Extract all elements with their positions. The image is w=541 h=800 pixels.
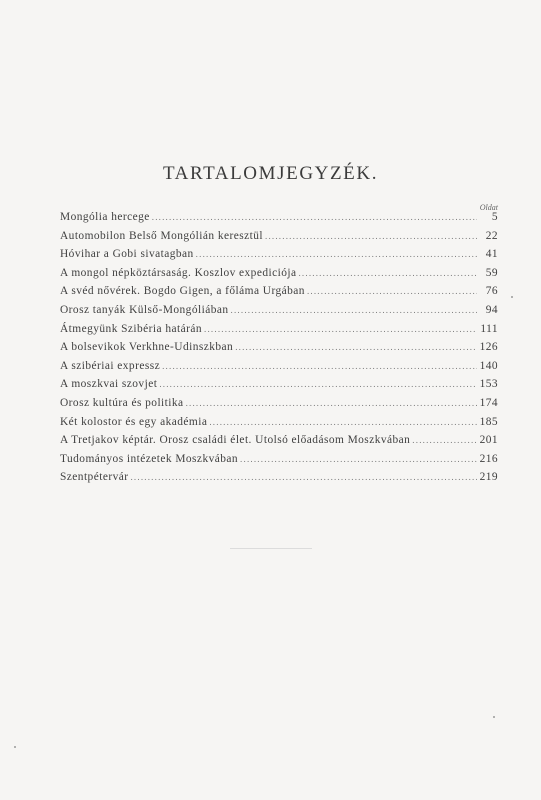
toc-entry bbox=[60, 360, 498, 379]
toc-entry-title: Mongólia hercege bbox=[60, 211, 150, 223]
page-column-header: Oldat bbox=[479, 203, 498, 212]
toc-entry-page: 59 bbox=[485, 266, 498, 279]
toc-entry bbox=[60, 267, 498, 286]
page-title: TARTALOMJEGYZÉK. bbox=[162, 163, 379, 184]
toc-leader-dots bbox=[159, 379, 476, 389]
toc-leader-dots bbox=[412, 435, 476, 445]
toc-leader-dots bbox=[307, 286, 477, 296]
toc-leader-dots bbox=[209, 417, 476, 427]
toc-entry-page: 174 bbox=[479, 396, 498, 409]
toc-entry-title: Tudományos intézetek Moszkvában bbox=[60, 452, 239, 465]
toc-entry-title: Orosz kultúra és politika bbox=[60, 396, 184, 409]
toc-leader-dots bbox=[196, 249, 477, 259]
toc-entry-title: Két kolostor és egy akadémia bbox=[60, 415, 208, 428]
toc-leader-dots bbox=[204, 324, 477, 334]
toc-entry-title: Szentpétervár bbox=[60, 471, 129, 484]
toc-entry-page: 111 bbox=[480, 322, 498, 335]
toc-entry-page: 5 bbox=[491, 211, 498, 223]
toc-entry-page: 76 bbox=[485, 285, 498, 298]
toc-entry bbox=[60, 434, 498, 453]
toc-leader-dots bbox=[152, 212, 477, 222]
toc-entry-title: A moszkvai szovjet bbox=[60, 378, 158, 391]
toc-leader-dots bbox=[240, 454, 477, 464]
toc-entry-title: A mongol népköztársaság. Koszlov expediciója bbox=[60, 266, 297, 279]
toc-entry-title: A bolsevikok Verkhne-Udinszkban bbox=[60, 341, 234, 354]
toc-entry-title: A szibériai expressz bbox=[60, 359, 161, 372]
toc-entry bbox=[60, 341, 498, 360]
toc-entry bbox=[60, 416, 498, 435]
toc-entry bbox=[60, 378, 498, 397]
toc-entry-page: 201 bbox=[479, 434, 498, 447]
toc-entry bbox=[60, 453, 498, 472]
toc-entry-page: 185 bbox=[479, 415, 498, 428]
page-divider bbox=[230, 548, 312, 549]
toc-entry-title: Automobilon Belső Mongólián keresztül bbox=[60, 229, 263, 242]
paper-speck bbox=[493, 716, 495, 718]
toc-entry bbox=[60, 304, 498, 323]
toc-entry bbox=[60, 230, 498, 249]
toc-entry bbox=[60, 397, 498, 416]
toc-entry-page: 216 bbox=[479, 452, 498, 465]
toc-entry-title: Hóvihar a Gobi sivatagban bbox=[60, 248, 194, 261]
toc-entry-page: 140 bbox=[479, 359, 498, 372]
toc-entry-title: Átmegyünk Szibéria határán bbox=[60, 322, 203, 335]
toc-entry bbox=[60, 323, 498, 342]
toc-entry-page: 126 bbox=[479, 341, 498, 354]
toc-entry-page: 219 bbox=[479, 471, 498, 484]
toc-entry-title: Orosz tanyák Külső-Mongóliában bbox=[60, 303, 229, 316]
toc-entry bbox=[60, 248, 498, 267]
toc-entry-page: 41 bbox=[485, 248, 498, 261]
toc-entry bbox=[60, 285, 498, 304]
toc-entry-title: A Tretjakov képtár. Orosz családi élet. Utolsó előadásom Moszkvában bbox=[60, 434, 411, 447]
toc-leader-dots bbox=[186, 398, 477, 408]
toc-leader-dots bbox=[130, 472, 476, 482]
toc-leader-dots bbox=[298, 268, 477, 278]
toc-entry-page: 22 bbox=[485, 229, 498, 242]
toc-entry-page: 94 bbox=[485, 303, 498, 316]
paper-speck bbox=[14, 746, 16, 748]
paper-speck bbox=[511, 296, 513, 298]
toc-entry-title: A svéd nővérek. Bogdo Gigen, a főláma Urgában bbox=[60, 285, 305, 298]
toc-leader-dots bbox=[231, 305, 477, 315]
toc-leader-dots bbox=[235, 342, 476, 352]
toc-entry-page: 153 bbox=[479, 378, 498, 391]
toc-leader-dots bbox=[265, 231, 477, 241]
toc-entry bbox=[60, 471, 498, 490]
toc-leader-dots bbox=[162, 361, 476, 371]
toc-entry bbox=[60, 211, 498, 230]
table-of-contents bbox=[60, 211, 498, 490]
